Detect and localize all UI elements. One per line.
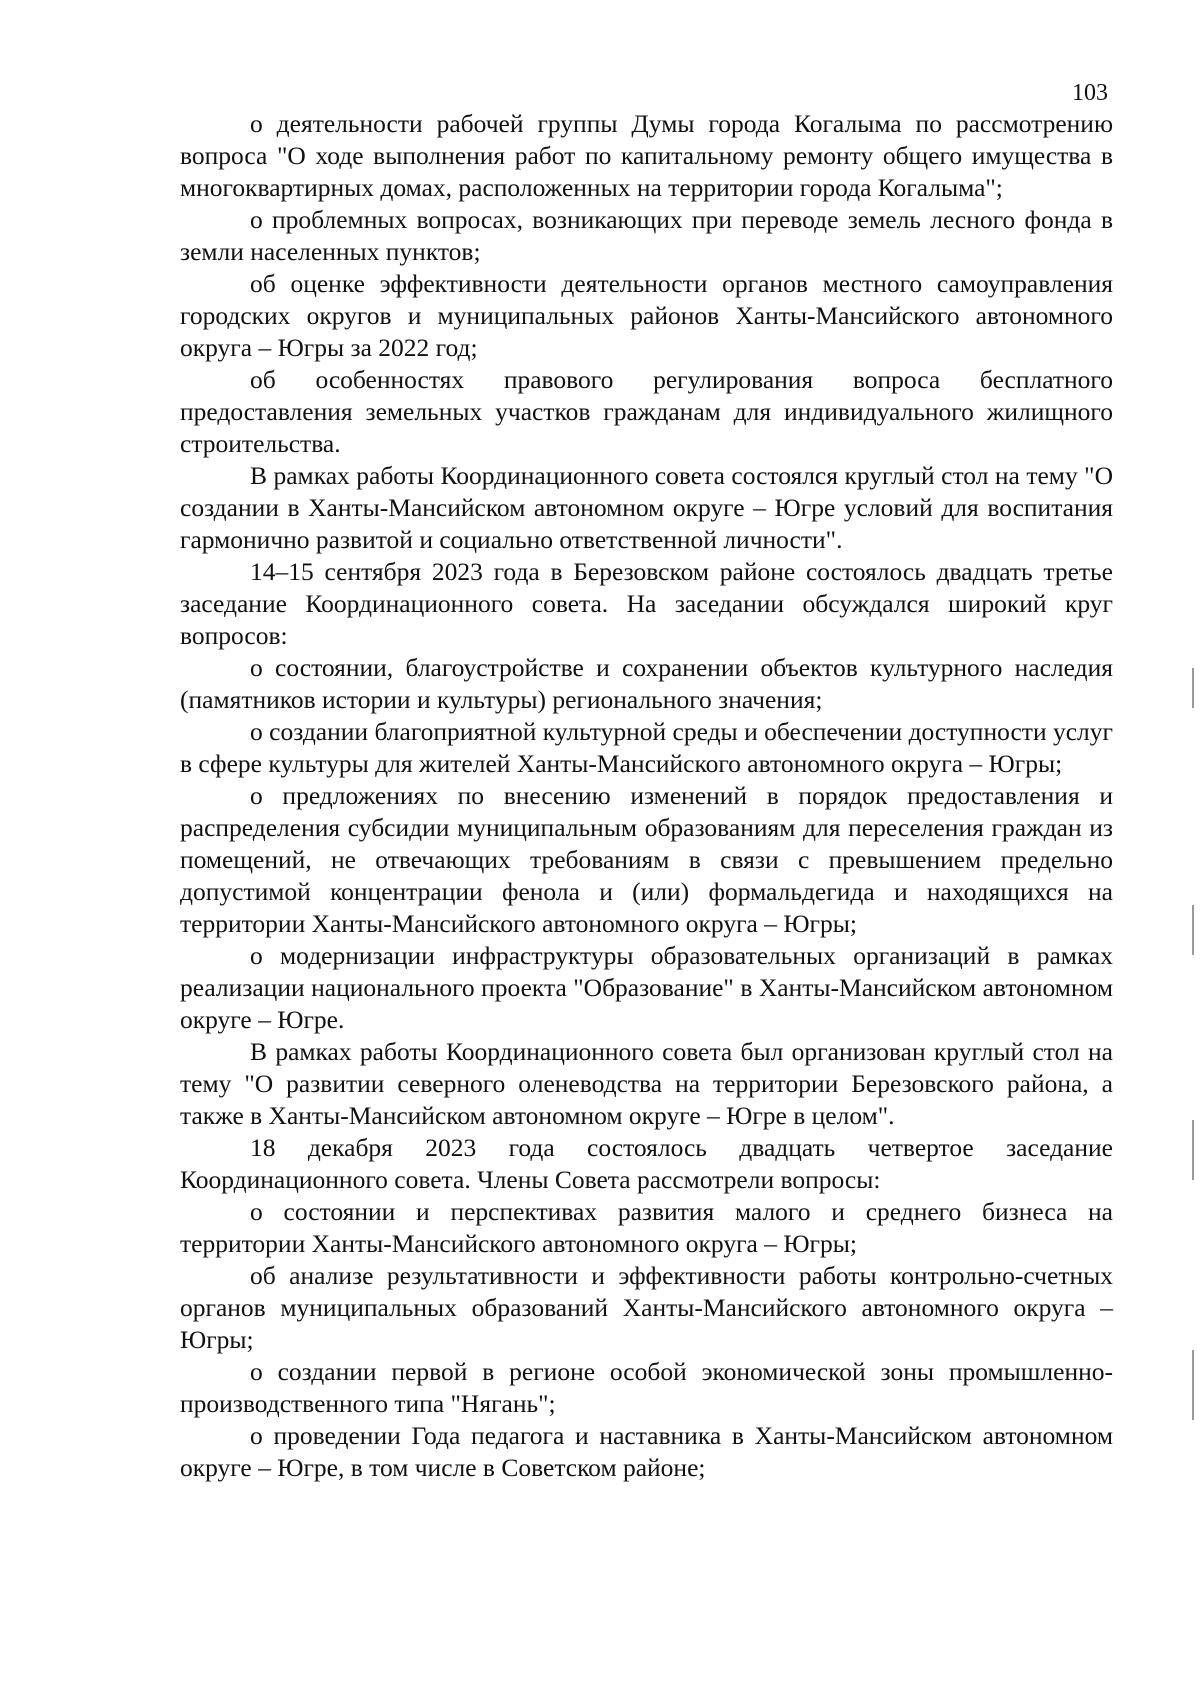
paragraph: о предложениях по внесению изменений в порядок предоставления и распределения субсидии муниципальным образованиям для переселения граждан из помещений, не отвечающих требованиям в связи с превышением предельно допустимой концентрации фенола и (или) формальдегида и находящихся на территории Ханты-Мансийского автономного округа – Югры; <box>180 781 1113 938</box>
page-number: 103 <box>1072 80 1108 106</box>
paragraph: о деятельности рабочей группы Думы города Когалыма по рассмотрению вопроса "О ходе выполнения работ по капитальному ремонту общего имущества в многоквартирных домах, расположенных на территории города Когалыма"; <box>180 109 1113 202</box>
scan-edge-mark <box>1192 905 1194 955</box>
scan-edge-mark <box>1192 1350 1194 1420</box>
paragraph: о состоянии и перспективах развития малого и среднего бизнеса на территории Ханты-Мансийского автономного округа – Югры; <box>180 1197 1113 1258</box>
paragraph: о проблемных вопросах, возникающих при переводе земель лесного фонда в земли населенных пунктов; <box>180 205 1113 266</box>
paragraph: о модернизации инфраструктуры образовательных организаций в рамках реализации национального проекта "Образование" в Ханты-Мансийском автономном округе – Югре. <box>180 941 1113 1034</box>
paragraph: об особенностях правового регулирования вопроса бесплатного предоставления земельных участков гражданам для индивидуального жилищного строительства. <box>180 365 1113 458</box>
paragraph: о создании первой в регионе особой экономической зоны промышленно-производственного типа "Нягань"; <box>180 1357 1113 1418</box>
paragraph: об оценке эффективности деятельности органов местного самоуправления городских округов и муниципальных районов Ханты-Мансийского автономного округа – Югры за 2022 год; <box>180 269 1113 362</box>
scan-edge-mark <box>1192 1120 1194 1180</box>
paragraph: о проведении Года педагога и наставника в Ханты-Мансийском автономном округе – Югре, в том числе в Советском районе; <box>180 1421 1113 1482</box>
paragraph: 14–15 сентября 2023 года в Березовском районе состоялось двадцать третье заседание Координационного совета. На заседании обсуждался широкий круг вопросов: <box>180 557 1113 650</box>
paragraph: В рамках работы Координационного совета был организован круглый стол на тему "О развитии северного оленеводства на территории Березовского района, а также в Ханты-Мансийском автономном округе – Югре в целом". <box>180 1037 1113 1130</box>
scan-edge-mark <box>1192 668 1194 708</box>
paragraph: В рамках работы Координационного совета состоялся круглый стол на тему "О создании в Ханты-Мансийском автономном округе – Югре условий для воспитания гармонично развитой и социально ответственной личности". <box>180 461 1113 554</box>
paragraph: об анализе результативности и эффективности работы контрольно-счетных органов муниципальных образований Ханты-Мансийского автономного округа – Югры; <box>180 1261 1113 1354</box>
paragraph: о создании благоприятной культурной среды и обеспечении доступности услуг в сфере культуры для жителей Ханты-Мансийского автономного округа – Югры; <box>180 717 1113 778</box>
body-text <box>180 108 1113 1484</box>
paragraph: 18 декабря 2023 года состоялось двадцать четвертое заседание Координационного совета. Члены Совета рассмотрели вопросы: <box>180 1133 1113 1194</box>
paragraph: о состоянии, благоустройстве и сохранении объектов культурного наследия (памятников истории и культуры) регионального значения; <box>180 653 1113 714</box>
